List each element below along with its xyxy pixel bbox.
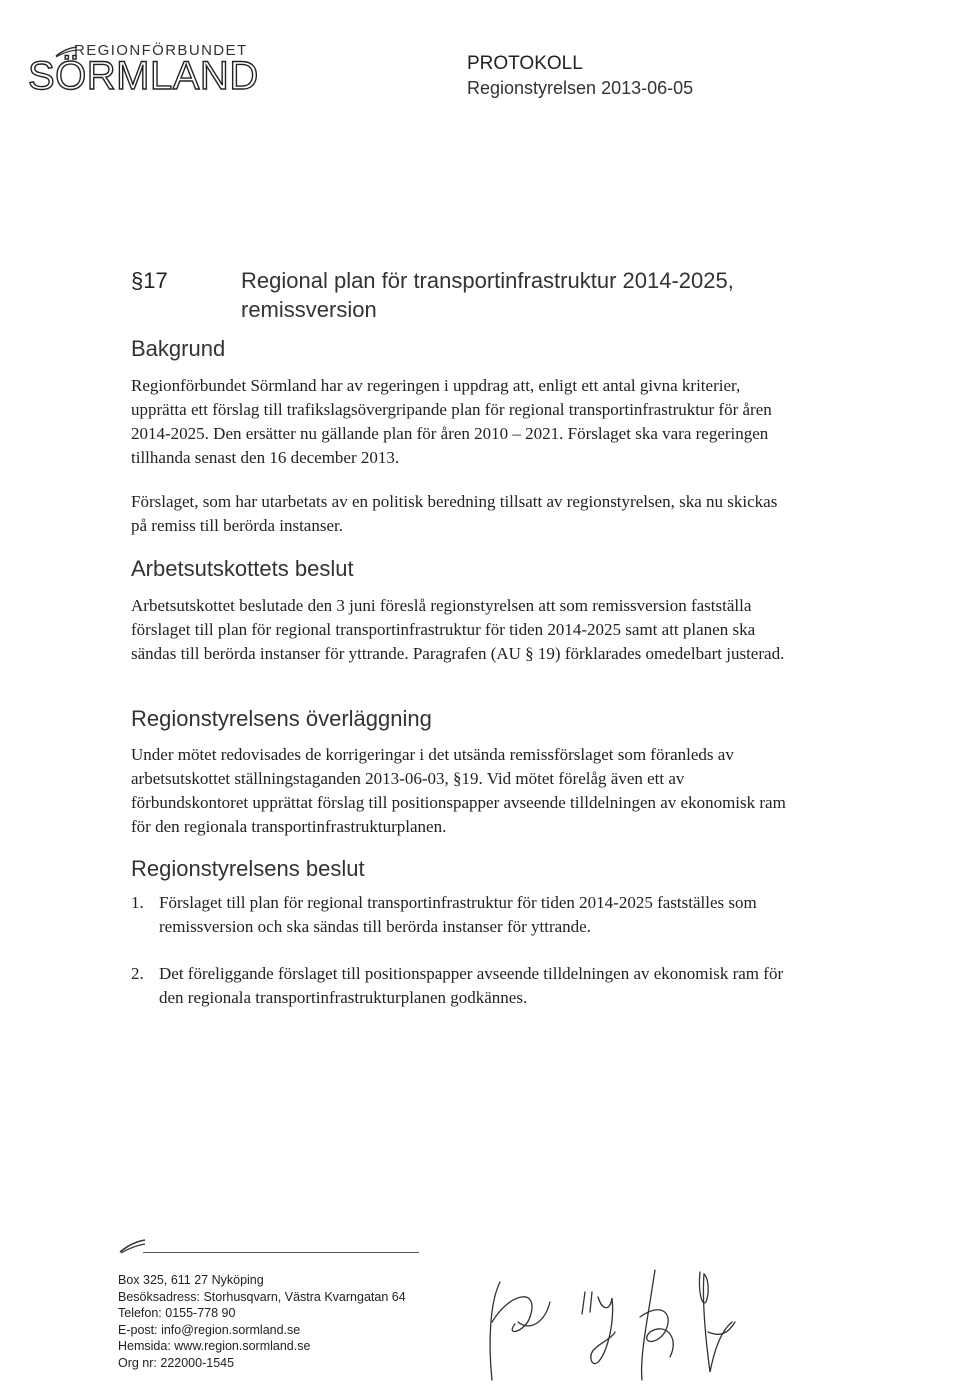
footer-visiting-address: Besöksadress: Storhusqvarn, Västra Kvarngatan 64 (118, 1289, 406, 1304)
footer-contact-info (118, 1272, 406, 1371)
document-type: PROTOKOLL (467, 53, 583, 74)
logo-big-text: SÖRMLAND (28, 54, 259, 98)
bakgrund-paragraph-1: Regionförbundet Sörmland har av regeringen i uppdrag att, enligt ett antal givna kriterier, upprätta ett förslag till trafikslagsövergripande plan för regional transportinfrastruktur för åren 2014-2025. Den ersätter nu gällande plan för åren 2010 – 2021. Förslaget ska vara regeringen tillhanda senast den 16 december 2013. (131, 376, 772, 467)
paragraph-number: §17 (131, 268, 168, 293)
arbetsutskott-paragraph: Arbetsutskottet beslutade den 3 juni föreslå regionstyrelsen att som remissversion fastställa förslaget till plan för regional transportinfrastruktur för tiden 2014-2025 samt att planen ska sändas till berörda instanser för yttrande. Paragrafen (AU § 19) förklarades omedelbart justerad. (131, 596, 785, 663)
document-subtitle: Regionstyrelsen 2013-06-05 (467, 78, 694, 98)
overlaggning-paragraph: Under mötet redovisades de korrigeringar i det utsända remissförslaget som föranleds av arbetsutskottet ställningstaganden 2013-06-03, §19. Vid mötet förelåg även ett av förbundskontoret upprättat förslag till positionspapper avseende tilldelningen av ekonomisk ram för den regionala transportinfrastrukturplanen. (131, 745, 786, 836)
footer-address: Box 325, 611 27 Nyköping (118, 1273, 264, 1287)
paragraph-title (241, 266, 841, 324)
footer-org-number: Org nr: 222000-1545 (118, 1355, 235, 1370)
heading-arbetsutskottets-beslut: Arbetsutskottets beslut (131, 556, 354, 581)
footer-phone: Telefon: 0155-778 90 (118, 1306, 236, 1320)
organization-logo (28, 42, 278, 102)
bakgrund-paragraph-2: Förslaget, som har utarbetats av en politisk beredning tillsatt av regionstyrelsen, ska nu skickas på remiss till berörda instanser. (131, 492, 778, 535)
handwritten-signatures (470, 1262, 770, 1392)
decision-item-number: 2. (131, 964, 144, 983)
decision-item-2 (131, 962, 791, 1012)
decision-item-text: Förslaget till plan för regional transportinfrastruktur för tiden 2014-2025 fastställes som remissversion och ska sändas till berörda instanser för yttrande. (159, 893, 757, 936)
footer-email: E-post: info@region.sormland.se (118, 1322, 301, 1337)
logo-small-text: REGIONFÖRBUNDET (74, 42, 248, 59)
paragraph-title-line1: Regional plan för transportinfrastruktur 2014-2025, (241, 268, 734, 293)
decision-item-number: 1. (131, 893, 144, 912)
footer-swoosh-icon (118, 1238, 146, 1254)
decision-item-1 (131, 891, 791, 941)
paragraph-title-line2: remissversion (241, 297, 377, 322)
document-header (467, 52, 693, 100)
decision-item-text: Det föreliggande förslaget till positionspapper avseende tilldelningen av ekonomisk ram för den regionala transportinfrastrukturplanen godkännes. (159, 964, 784, 1007)
heading-bakgrund: Bakgrund (131, 336, 226, 361)
footer-website: Hemsida: www.region.sormland.se (118, 1339, 311, 1353)
footer-divider (143, 1252, 419, 1253)
heading-regionstyrelsens-beslut: Regionstyrelsens beslut (131, 856, 365, 881)
heading-overlaggning: Regionstyrelsens överläggning (131, 706, 432, 731)
